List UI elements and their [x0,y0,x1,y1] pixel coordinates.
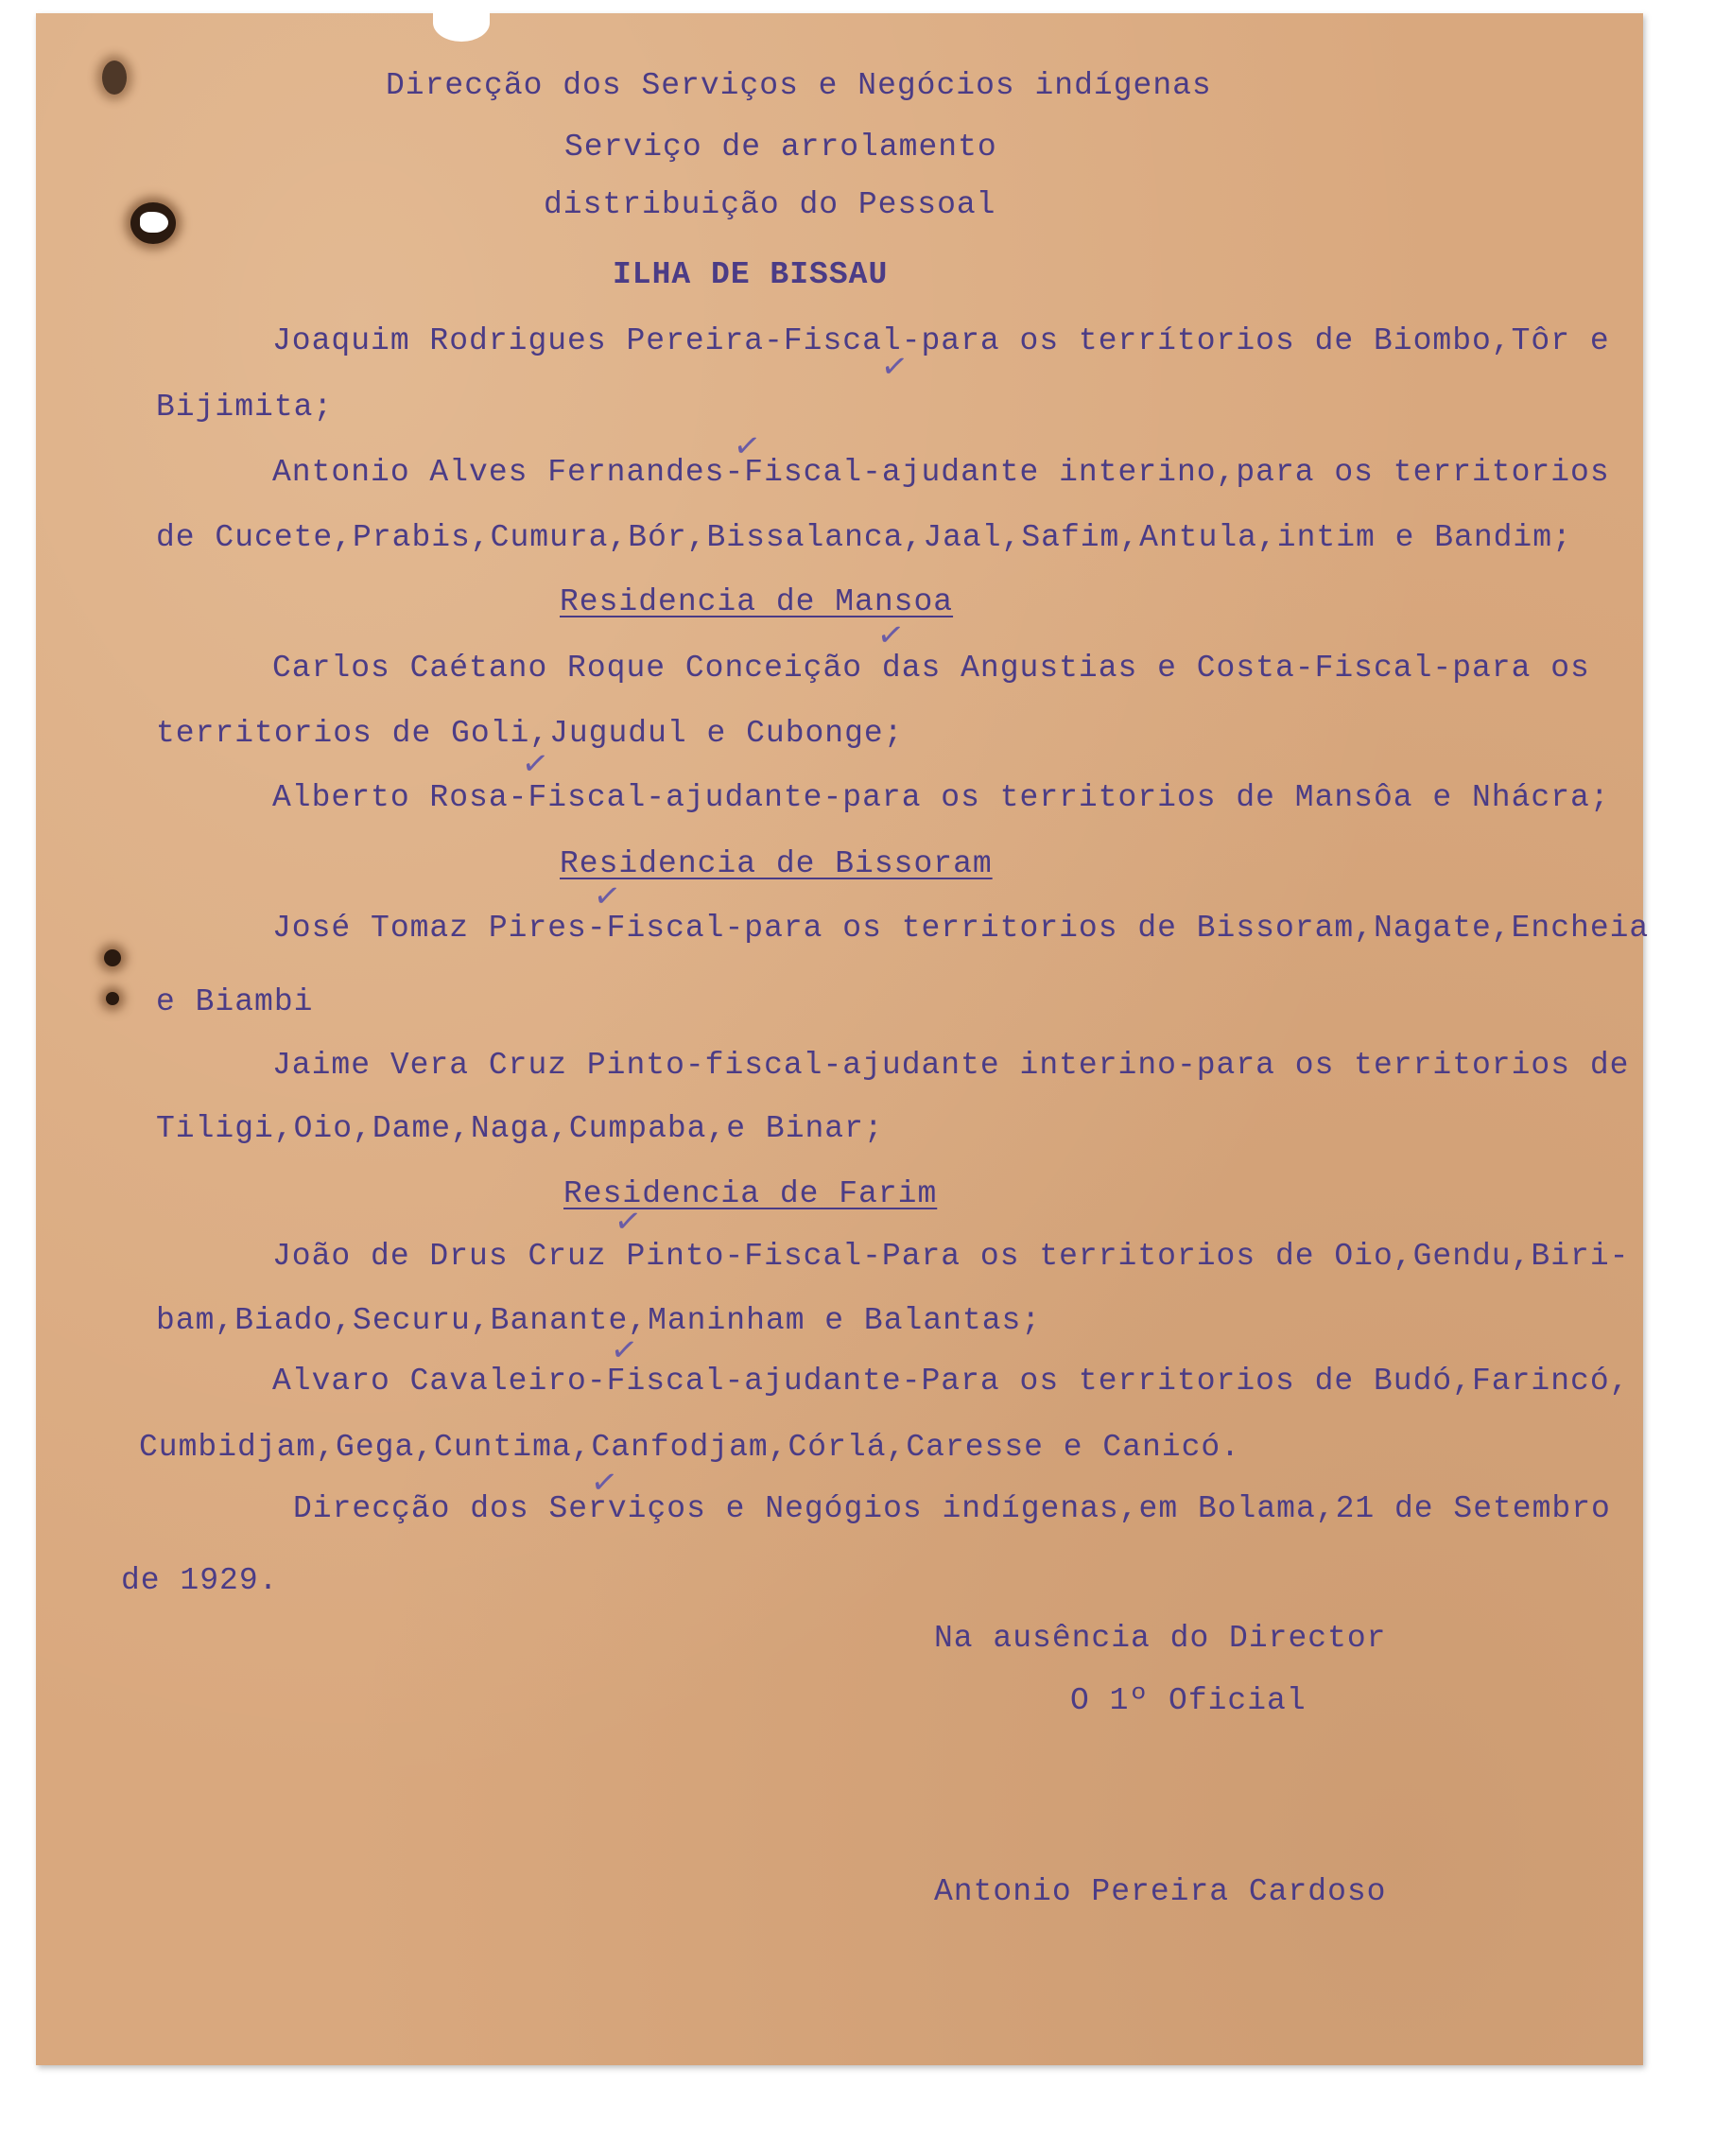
check-mark-icon: ✓ [874,615,908,656]
p1-line-1: Joaquim Rodrigues Pereira-Fiscal-para os terrítorios de Biombo,Tôr e [272,323,1610,358]
p3-line-1: Carlos Caétano Roque Conceição das Angustias e Costa-Fiscal-para os [272,651,1590,686]
p7-line-2: bam,Biado,Securu,Banante,Maninham e Balantas; [156,1303,1042,1338]
section-farim: Residencia de Farim [563,1176,938,1211]
p6-line-1: Jaime Vera Cruz Pinto-fiscal-ajudante interino-para os territorios de [272,1048,1630,1083]
signature-line-1: Na ausência do Director [934,1621,1387,1656]
document-page [36,13,1643,2065]
p2-line-1: Antonio Alves Fernandes-Fiscal-ajudante interino,para os territorios [272,455,1610,490]
section-mansoa: Residencia de Mansoa [560,584,954,619]
closing-line-1: Direcção dos Serviços e Negógios indígenas,em Bolama,21 de Setembro [293,1491,1611,1526]
ink-blot [106,992,119,1005]
check-mark-icon: ✓ [878,346,911,388]
edge-tear [433,4,490,42]
check-mark-icon: ✓ [612,1201,645,1243]
p5-line-2: e Biambi [156,984,314,1019]
p8-line-2: Cumbidjam,Gega,Cuntima,Canfodjam,Córlá,Caresse e Canicó. [139,1430,1240,1465]
p4-line-1: Alberto Rosa-Fiscal-ajudante-para os territorios de Mansôa e Nhácra; [272,780,1610,815]
check-mark-icon: ✓ [519,743,552,785]
check-mark-icon: ✓ [588,1462,621,1504]
signature-name: Antonio Pereira Cardoso [934,1874,1387,1909]
signature-line-2: O 1º Oficial [1070,1683,1307,1718]
p3-line-2: territorios de Goli,Jugudul e Cubonge; [156,716,904,751]
p8-line-1: Alvaro Cavaleiro-Fiscal-ajudante-Para os territorios de Budó,Farincó, [272,1364,1630,1399]
ink-blot [104,949,121,966]
header-line-2: Serviço de arrolamento [564,130,997,165]
header-line-3: distribuição do Pessoal [544,187,996,222]
check-mark-icon: ✓ [591,876,624,917]
p1-line-2: Bijimita; [156,390,334,425]
p2-line-2: de Cucete,Prabis,Cumura,Bór,Bissalanca,Jaal,Safim,Antula,intim e Bandim; [156,520,1572,555]
p7-line-1: João de Drus Cruz Pinto-Fiscal-Para os territorios de Oio,Gendu,Biri- [272,1239,1630,1274]
header-island: ILHA DE BISSAU [613,257,889,292]
p6-line-2: Tiligi,Oio,Dame,Naga,Cumpaba,e Binar; [156,1111,884,1146]
check-mark-icon: ✓ [731,426,764,467]
p5-line-1: José Tomaz Pires-Fiscal-para os territorios de Bissoram,Nagate,Encheia [272,911,1650,946]
burn-hole [140,212,168,233]
header-line-1: Direcção dos Serviços e Negócios indígenas [386,68,1212,103]
section-bissoram: Residencia de Bissoram [560,846,993,881]
closing-line-2: de 1929. [121,1563,279,1598]
check-mark-icon: ✓ [608,1330,641,1371]
burn-mark [102,61,127,95]
